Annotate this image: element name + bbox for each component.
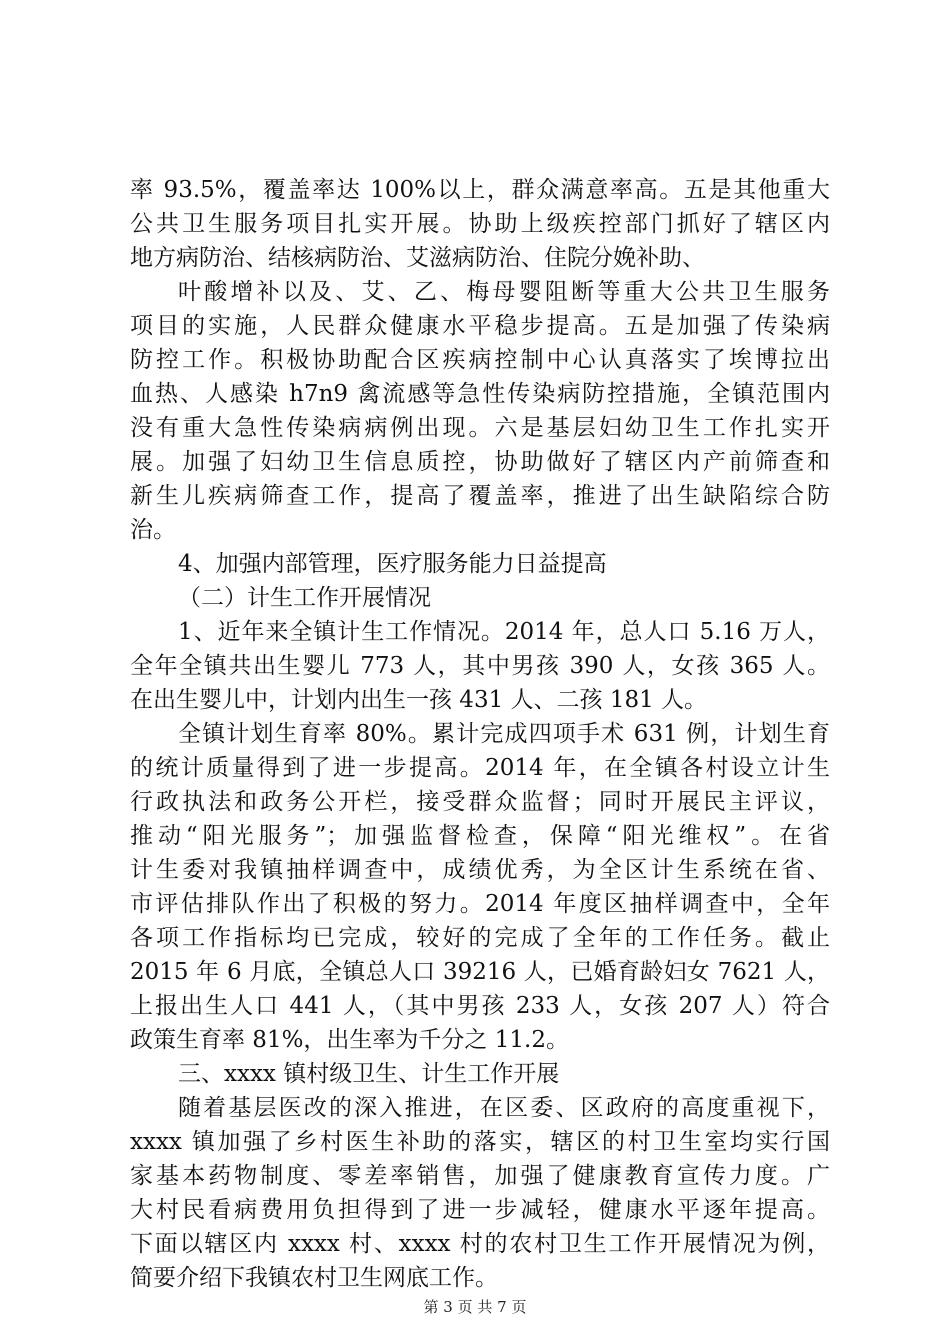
text-line: 上报出生人口 441 人，（其中男孩 233 人，女孩 207 人）符合 — [130, 993, 830, 1019]
text-line: 计生委对我镇抽样调查中，成绩优秀，为全区计生系统在省、 — [130, 857, 830, 883]
text-line: 家基本药物制度、零差率销售，加强了健康教育宣传力度。广 — [130, 1163, 830, 1189]
section-heading: 4、加强内部管理，医疗服务能力日益提高 — [178, 551, 607, 577]
text-line: 推动“阳光服务”；加强监督检查，保障“阳光维权”。在省 — [130, 823, 830, 849]
text-line: 治。 — [130, 517, 176, 543]
text-line: 防控工作。积极协助配合区疾病控制中心认真落实了埃博拉出 — [130, 347, 830, 373]
section-heading: （二）计生工作开展情况 — [178, 585, 431, 611]
text-line: 地方病防治、结核病防治、艾滋病防治、住院分娩补助、 — [130, 245, 705, 271]
text-line: 市评估排队作出了积极的努力。2014 年度区抽样调查中，全年 — [130, 891, 830, 917]
text-line: 展。加强了妇幼卫生信息质控，协助做好了辖区内产前筛查和 — [130, 449, 830, 475]
text-line: 的统计质量得到了进一步提高。2014 年，在全镇各村设立计生 — [130, 755, 830, 781]
page-number-footer: 第 3 页 共 7 页 — [423, 1298, 527, 1316]
text-line: 没有重大急性传染病病例出现。六是基层妇幼卫生工作扎实开 — [130, 415, 830, 441]
text-line: 2015 年 6 月底，全镇总人口 39216 人，已婚育龄妇女 7621 人， — [130, 959, 830, 985]
text-line: 政策生育率 81%，出生率为千分之 11.2。 — [130, 1027, 569, 1053]
text-line: 叶酸增补以及、艾、乙、梅母婴阻断等重大公共卫生服务 — [178, 279, 830, 305]
text-line: 在出生婴儿中，计划内出生一孩 431 人、二孩 181 人。 — [130, 687, 708, 713]
text-line: 公共卫生服务项目扎实开展。协助上级疾控部门抓好了辖区内 — [130, 211, 830, 237]
text-line: 各项工作指标均已完成，较好的完成了全年的工作任务。截止 — [130, 925, 830, 951]
text-line: xxxx 镇加强了乡村医生补助的落实，辖区的村卫生室均实行国 — [130, 1129, 830, 1155]
text-line: 全镇计划生育率 80%。累计完成四项手术 631 例，计划生育 — [178, 721, 830, 747]
text-line: 全年全镇共出生婴儿 773 人，其中男孩 390 人，女孩 365 人。 — [130, 653, 830, 679]
text-line: 项目的实施，人民群众健康水平稳步提高。五是加强了传染病 — [130, 313, 830, 339]
text-line: 1、近年来全镇计生工作情况。2014 年，总人口 5.16 万人， — [178, 619, 830, 645]
text-line: 下面以辖区内 xxxx 村、xxxx 村的农村卫生工作开展情况为例， — [130, 1231, 830, 1257]
text-line: 随着基层医改的深入推进，在区委、区政府的高度重视下， — [178, 1095, 830, 1121]
text-line: 血热、人感染 h7n9 禽流感等急性传染病防控措施，全镇范围内 — [130, 381, 830, 407]
section-heading: 三、xxxx 镇村级卫生、计生工作开展 — [178, 1061, 560, 1087]
text-line: 新生儿疾病筛查工作，提高了覆盖率，推进了出生缺陷综合防 — [130, 483, 830, 509]
text-line: 率 93.5%，覆盖率达 100%以上，群众满意率高。五是其他重大 — [130, 177, 830, 203]
text-line: 大村民看病费用负担得到了进一步减轻，健康水平逐年提高。 — [130, 1197, 830, 1223]
text-line: 行政执法和政务公开栏，接受群众监督；同时开展民主评议， — [130, 789, 830, 815]
text-line: 简要介绍下我镇农村卫生网底工作。 — [130, 1265, 498, 1291]
